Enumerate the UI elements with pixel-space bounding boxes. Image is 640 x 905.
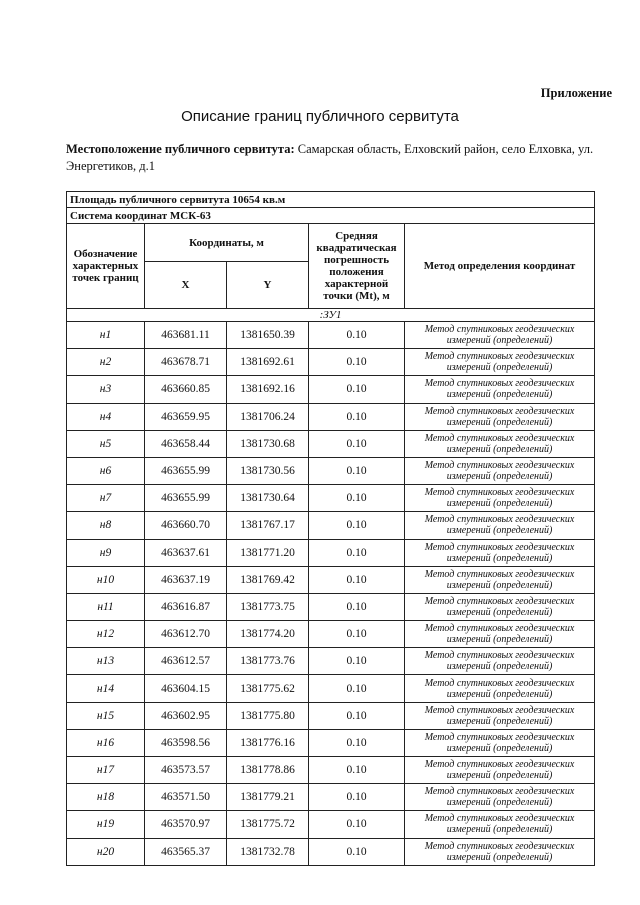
table-row bbox=[67, 539, 595, 566]
table-row bbox=[67, 702, 595, 729]
coord-y: 1381773.76 bbox=[227, 648, 309, 675]
coord-y: 1381771.20 bbox=[227, 539, 309, 566]
coord-y: 1381732.78 bbox=[227, 838, 309, 865]
method-cell: Метод спутниковых геодезических измерений (определений) bbox=[405, 729, 595, 756]
method-cell: Метод спутниковых геодезических измерений (определений) bbox=[405, 539, 595, 566]
coord-x: 463659.95 bbox=[145, 403, 227, 430]
coord-y: 1381778.86 bbox=[227, 757, 309, 784]
method-cell: Метод спутниковых геодезических измерений (определений) bbox=[405, 566, 595, 593]
coord-x: 463678.71 bbox=[145, 349, 227, 376]
coord-x: 463604.15 bbox=[145, 675, 227, 702]
coord-x: 463565.37 bbox=[145, 838, 227, 865]
table-row bbox=[67, 757, 595, 784]
point-id: н14 bbox=[67, 675, 145, 702]
method-cell: Метод спутниковых геодезических измерений (определений) bbox=[405, 675, 595, 702]
coord-x: 463655.99 bbox=[145, 485, 227, 512]
table-row bbox=[67, 430, 595, 457]
method-cell: Метод спутниковых геодезических измерений (определений) bbox=[405, 811, 595, 838]
method-cell: Метод спутниковых геодезических измерений (определений) bbox=[405, 593, 595, 620]
coord-x: 463637.61 bbox=[145, 539, 227, 566]
method-cell: Метод спутниковых геодезических измерений (определений) bbox=[405, 457, 595, 484]
coord-y: 1381773.75 bbox=[227, 593, 309, 620]
coord-y: 1381706.24 bbox=[227, 403, 309, 430]
section-label: :ЗУ1 bbox=[67, 309, 595, 322]
point-id: н11 bbox=[67, 593, 145, 620]
error-value: 0.10 bbox=[309, 485, 405, 512]
coord-x: 463612.70 bbox=[145, 621, 227, 648]
error-value: 0.10 bbox=[309, 729, 405, 756]
table-row bbox=[67, 403, 595, 430]
coord-y: 1381692.16 bbox=[227, 376, 309, 403]
point-id: н1 bbox=[67, 322, 145, 349]
appendix-label: Приложение bbox=[540, 86, 612, 100]
page-title: Описание границ публичного сервитута bbox=[181, 108, 459, 125]
point-id: н4 bbox=[67, 403, 145, 430]
error-value: 0.10 bbox=[309, 430, 405, 457]
coord-y: 1381776.16 bbox=[227, 729, 309, 756]
table-row bbox=[67, 512, 595, 539]
error-value: 0.10 bbox=[309, 648, 405, 675]
point-id: н3 bbox=[67, 376, 145, 403]
header-coords: Координаты, м bbox=[145, 224, 309, 262]
coord-y: 1381767.17 bbox=[227, 512, 309, 539]
coord-x: 463616.87 bbox=[145, 593, 227, 620]
table-row bbox=[67, 729, 595, 756]
table-row bbox=[67, 322, 595, 349]
method-cell: Метод спутниковых геодезических измерений (определений) bbox=[405, 648, 595, 675]
point-id: н8 bbox=[67, 512, 145, 539]
point-id: н10 bbox=[67, 566, 145, 593]
point-id: н15 bbox=[67, 702, 145, 729]
coord-x: 463658.44 bbox=[145, 430, 227, 457]
method-cell: Метод спутниковых геодезических измерений (определений) bbox=[405, 702, 595, 729]
method-cell: Метод спутниковых геодезических измерений (определений) bbox=[405, 376, 595, 403]
header-x: X bbox=[145, 262, 227, 309]
header-method: Метод определения координат bbox=[405, 224, 595, 309]
error-value: 0.10 bbox=[309, 675, 405, 702]
coord-x: 463637.19 bbox=[145, 566, 227, 593]
error-value: 0.10 bbox=[309, 376, 405, 403]
table-body bbox=[67, 322, 595, 866]
error-value: 0.10 bbox=[309, 621, 405, 648]
location-label: Местоположение публичного сервитута: bbox=[66, 142, 295, 156]
point-id: н17 bbox=[67, 757, 145, 784]
table-row bbox=[67, 593, 595, 620]
coord-y: 1381692.61 bbox=[227, 349, 309, 376]
error-value: 0.10 bbox=[309, 811, 405, 838]
error-value: 0.10 bbox=[309, 349, 405, 376]
error-value: 0.10 bbox=[309, 566, 405, 593]
error-value: 0.10 bbox=[309, 512, 405, 539]
point-id: н6 bbox=[67, 457, 145, 484]
method-cell: Метод спутниковых геодезических измерений (определений) bbox=[405, 757, 595, 784]
header-y: Y bbox=[227, 262, 309, 309]
coord-y: 1381769.42 bbox=[227, 566, 309, 593]
method-cell: Метод спутниковых геодезических измерений (определений) bbox=[405, 784, 595, 811]
coord-x: 463598.56 bbox=[145, 729, 227, 756]
point-id: н5 bbox=[67, 430, 145, 457]
coord-x: 463570.97 bbox=[145, 811, 227, 838]
table-row bbox=[67, 376, 595, 403]
coord-x: 463660.85 bbox=[145, 376, 227, 403]
error-value: 0.10 bbox=[309, 593, 405, 620]
table-row bbox=[67, 457, 595, 484]
method-cell: Метод спутниковых геодезических измерений (определений) bbox=[405, 349, 595, 376]
coord-y: 1381779.21 bbox=[227, 784, 309, 811]
coord-y: 1381775.62 bbox=[227, 675, 309, 702]
coord-x: 463602.95 bbox=[145, 702, 227, 729]
table-row bbox=[67, 648, 595, 675]
point-id: н12 bbox=[67, 621, 145, 648]
coordinates-table bbox=[66, 191, 595, 866]
error-value: 0.10 bbox=[309, 457, 405, 484]
point-id: н9 bbox=[67, 539, 145, 566]
method-cell: Метод спутниковых геодезических измерений (определений) bbox=[405, 838, 595, 865]
coord-x: 463573.57 bbox=[145, 757, 227, 784]
coord-x: 463612.57 bbox=[145, 648, 227, 675]
table-row bbox=[67, 566, 595, 593]
area-row: Площадь публичного сервитута 10654 кв.м bbox=[67, 192, 595, 208]
coord-y: 1381730.64 bbox=[227, 485, 309, 512]
coord-y: 1381730.68 bbox=[227, 430, 309, 457]
point-id: н7 bbox=[67, 485, 145, 512]
method-cell: Метод спутниковых геодезических измерений (определений) bbox=[405, 322, 595, 349]
system-row: Система координат МСК-63 bbox=[67, 208, 595, 224]
method-cell: Метод спутниковых геодезических измерений (определений) bbox=[405, 430, 595, 457]
coord-y: 1381775.80 bbox=[227, 702, 309, 729]
table-row bbox=[67, 784, 595, 811]
point-id: н18 bbox=[67, 784, 145, 811]
table-row bbox=[67, 675, 595, 702]
point-id: н16 bbox=[67, 729, 145, 756]
error-value: 0.10 bbox=[309, 539, 405, 566]
coord-y: 1381730.56 bbox=[227, 457, 309, 484]
coord-y: 1381650.39 bbox=[227, 322, 309, 349]
error-value: 0.10 bbox=[309, 322, 405, 349]
table-row bbox=[67, 621, 595, 648]
table-row bbox=[67, 838, 595, 865]
location-line bbox=[66, 141, 606, 175]
method-cell: Метод спутниковых геодезических измерений (определений) bbox=[405, 621, 595, 648]
coord-x: 463655.99 bbox=[145, 457, 227, 484]
coord-y: 1381775.72 bbox=[227, 811, 309, 838]
table-row bbox=[67, 485, 595, 512]
location-value: Самарская область, Елховский район, село Елховка, ул. Энергетиков, д.1 bbox=[66, 142, 594, 173]
error-value: 0.10 bbox=[309, 838, 405, 865]
header-error: Средняя квадратическая погрешность положения характерной точки (Mt), м bbox=[309, 224, 405, 309]
point-id: н2 bbox=[67, 349, 145, 376]
error-value: 0.10 bbox=[309, 784, 405, 811]
method-cell: Метод спутниковых геодезических измерений (определений) bbox=[405, 485, 595, 512]
table-row bbox=[67, 811, 595, 838]
point-id: н20 bbox=[67, 838, 145, 865]
coord-y: 1381774.20 bbox=[227, 621, 309, 648]
error-value: 0.10 bbox=[309, 702, 405, 729]
error-value: 0.10 bbox=[309, 757, 405, 784]
error-value: 0.10 bbox=[309, 403, 405, 430]
header-designation: Обозначение характерных точек границ bbox=[67, 224, 145, 309]
point-id: н19 bbox=[67, 811, 145, 838]
method-cell: Метод спутниковых геодезических измерений (определений) bbox=[405, 403, 595, 430]
coord-x: 463681.11 bbox=[145, 322, 227, 349]
method-cell: Метод спутниковых геодезических измерений (определений) bbox=[405, 512, 595, 539]
table-row bbox=[67, 349, 595, 376]
coord-x: 463571.50 bbox=[145, 784, 227, 811]
coord-x: 463660.70 bbox=[145, 512, 227, 539]
point-id: н13 bbox=[67, 648, 145, 675]
